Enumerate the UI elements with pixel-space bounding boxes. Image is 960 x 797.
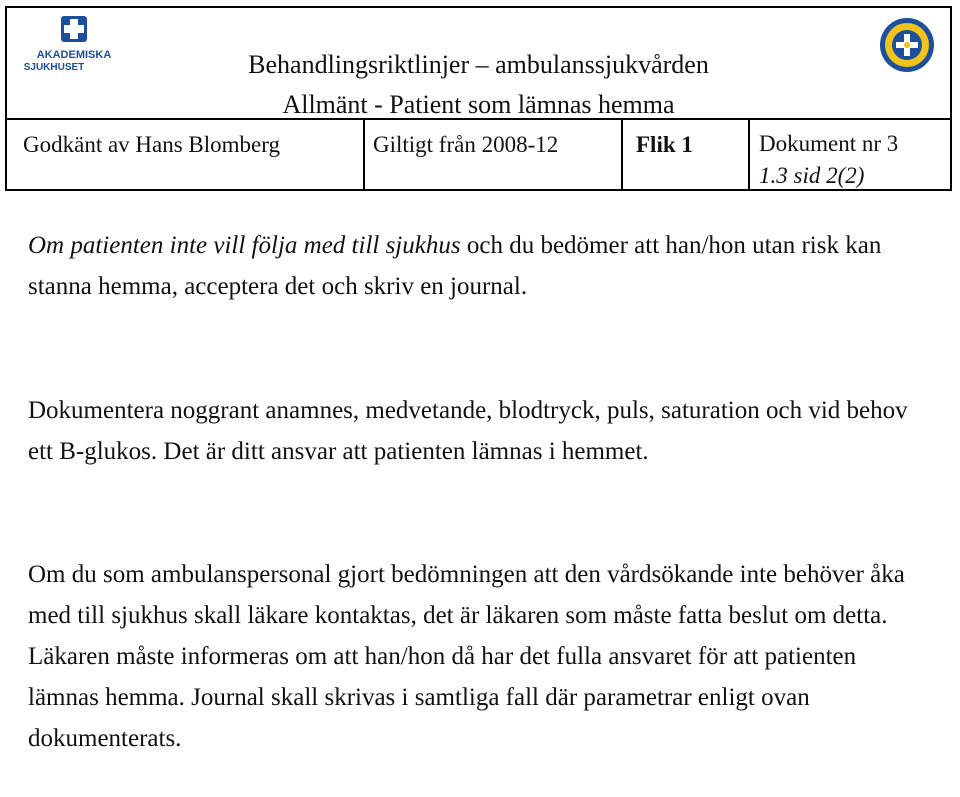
paragraph-physician-contact: Om du som ambulanspersonal gjort bedömningen att den vårdsökande inte behöver åka med till sjukhus skall läkare kontaktas, det är läkaren som måste fatta beslut om detta. Läkaren måste informeras om att han/hon då har det fulla ansvaret för att patienten lämnas hemma. Journal skall skrivas i samtliga fall där parametrar enligt ovan dokumenterats. bbox=[28, 561, 905, 752]
document-subtitle: Allmänt - Patient som lämnas hemma bbox=[282, 90, 675, 119]
document-number bbox=[759, 128, 898, 192]
document-title: Behandlingsriktlinjer – ambulanssjukvården bbox=[248, 50, 709, 79]
paragraph-italic-lead: Om patienten inte vill följa med till sjukhus bbox=[28, 232, 461, 259]
logo-text-line2: SJUKHUSET bbox=[24, 62, 85, 72]
document-number-line2: 1.3 sid 2(2) bbox=[759, 163, 865, 188]
header-column-divider bbox=[363, 120, 365, 191]
approved-by: Godkänt av Hans Blomberg bbox=[23, 132, 281, 157]
document-number-line1: Dokument nr 3 bbox=[759, 131, 899, 156]
header-divider bbox=[7, 118, 950, 120]
paragraph-document: Dokumentera noggrant anamnes, medvetande, blodtryck, puls, saturation och vid behov ett B-glukos. Det är ditt ansvar att patienten lämnas i hemmet. bbox=[28, 397, 908, 465]
header-column-divider bbox=[748, 120, 750, 191]
paragraph-stay-home bbox=[28, 225, 928, 307]
valid-from: Giltigt från 2008-12 bbox=[373, 132, 559, 157]
document-header bbox=[5, 6, 952, 191]
header-column-divider bbox=[621, 120, 623, 191]
tab-label: Flik 1 bbox=[636, 132, 693, 157]
paragraph-text: och du bedömer att han/hon utan risk kan stanna hemma, acceptera det och skriv en journal. bbox=[28, 232, 882, 300]
logo-text-line1: AKADEMISKA bbox=[36, 49, 112, 61]
